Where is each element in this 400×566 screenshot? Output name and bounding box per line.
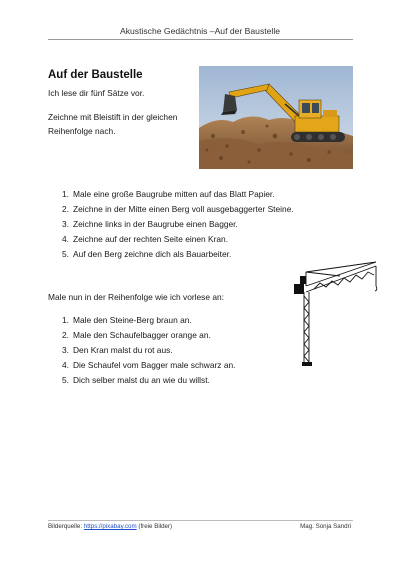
list-text: Den Kran malst du rot aus. (73, 345, 173, 355)
list-text: Zeichne auf der rechten Seite einen Kran. (73, 234, 229, 244)
coloring-list (48, 313, 235, 388)
list-text: Dich selber malst du an wie du willst. (73, 375, 210, 385)
list-text: Zeichne links in der Baugrube einen Bagger. (73, 219, 238, 229)
footer-author: Mag. Sonja Sandri (300, 523, 351, 530)
source-link[interactable]: https://pixabay.com (83, 523, 137, 530)
list-item (48, 343, 235, 358)
list-item (48, 232, 294, 247)
list-number: 5. (62, 249, 69, 259)
list-item (48, 202, 294, 217)
list-number: 3. (62, 219, 69, 229)
list-item (48, 358, 235, 373)
list-number: 2. (62, 204, 69, 214)
source-note: (freie Bilder) (138, 523, 173, 530)
header-title: Akustische Gedächtnis –Auf der Baustelle (119, 26, 281, 36)
source-label: Bilderquelle: (48, 523, 83, 530)
list-item (48, 313, 235, 328)
list-item (48, 217, 294, 232)
footer-divider (48, 520, 353, 521)
list-number: 3. (62, 345, 69, 355)
list-number: 1. (62, 189, 69, 199)
list-text: Die Schaufel vom Bagger male schwarz an. (73, 360, 236, 370)
excavator-photo (199, 66, 353, 169)
drawing-instruction: Zeichne mit Bleistift in der gleichen Reihenfolge nach. (48, 112, 178, 136)
list-text: Male den Schaufelbagger orange an. (73, 330, 211, 340)
list-item (48, 328, 235, 343)
document-subtitle: Ich lese dir fünf Sätze vor. (48, 88, 145, 98)
list-number: 5. (62, 375, 69, 385)
list-number: 1. (62, 315, 69, 325)
header-divider (48, 39, 353, 40)
crane-drawing (290, 256, 382, 368)
list-text: Zeichne in der Mitte einen Berg voll ausgebaggerter Steine. (73, 204, 294, 214)
list-number: 4. (62, 360, 69, 370)
footer-source (48, 523, 172, 530)
list-text: Male den Steine-Berg braun an. (73, 315, 192, 325)
sentence-list (48, 187, 294, 262)
coloring-intro: Male nun in der Reihenfolge wie ich vorlese an: (48, 292, 224, 302)
list-item (48, 247, 294, 262)
list-item (48, 187, 294, 202)
list-number: 2. (62, 330, 69, 340)
document-title: Auf der Baustelle (48, 69, 143, 81)
list-text: Auf den Berg zeichne dich als Bauarbeiter. (73, 249, 232, 259)
list-item (48, 373, 235, 388)
list-text: Male eine große Baugrube mitten auf das Blatt Papier. (73, 189, 275, 199)
list-number: 4. (62, 234, 69, 244)
